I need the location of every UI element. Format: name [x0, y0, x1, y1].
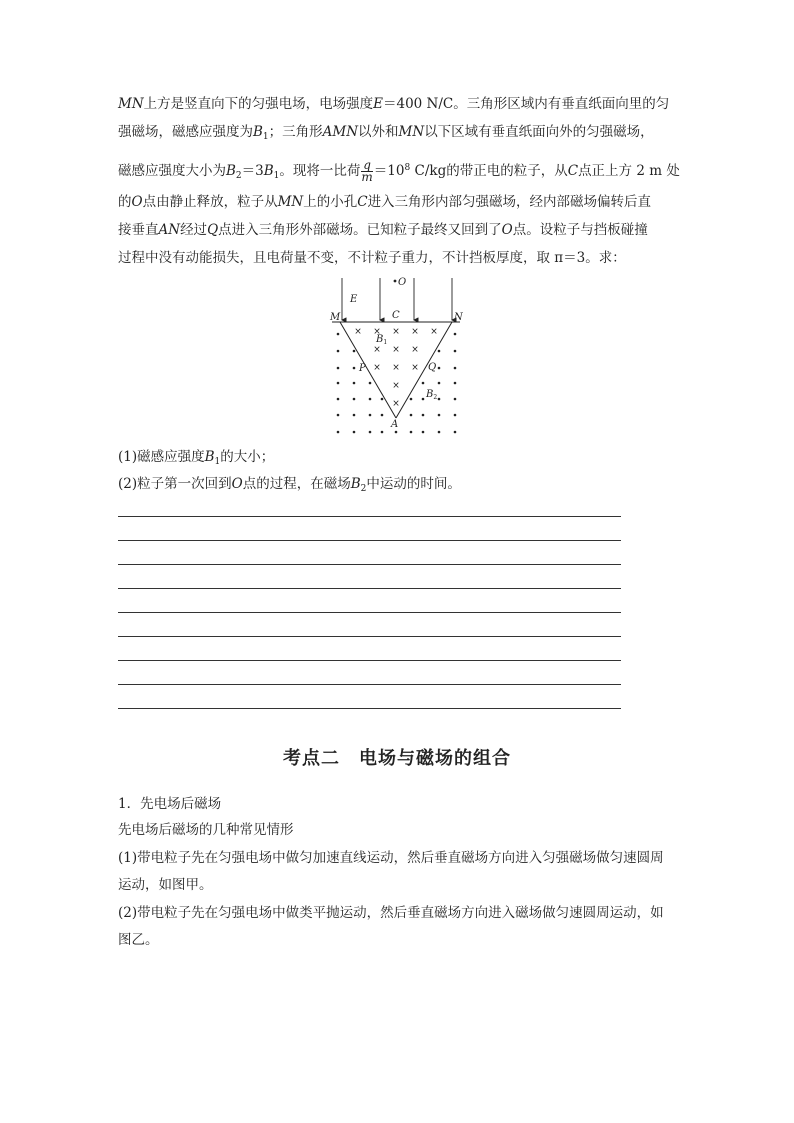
section-title: 考点二 电场与磁场的组合	[283, 748, 511, 769]
problem-line-6: 过程中没有动能损失，且电荷量不变，不计粒子重力，不计挡板厚度，取 π＝3。求：	[118, 250, 626, 266]
label-e: E	[350, 294, 358, 305]
point-o-marker	[394, 280, 397, 283]
label-m: M	[330, 312, 341, 323]
problem-line-5: 接垂直AN经过Q点进入三角形外部磁场。已知粒子最终又回到了O点。设粒子与挡板碰撞	[118, 222, 648, 238]
answer-line-8[interactable]	[118, 684, 621, 685]
answer-line-4[interactable]	[118, 588, 621, 589]
svg-text:×: ×	[392, 345, 400, 355]
problem-line-4: 的O点由静止释放，粒子从MN上的小孔C进入三角形内部匀强磁场，经内部磁场偏转后直	[118, 194, 652, 210]
problem-line-1: MN上方是竖直向下的匀强电场，电场强度E＝400 N/C。三角形区域内有垂直纸面向里的匀	[118, 96, 670, 112]
svg-text:×: ×	[392, 327, 400, 337]
question-1: (1)磁感应强度$B_1$的大小；	[118, 449, 275, 467]
label-b1: $B_1$	[376, 334, 388, 346]
question-2: (2)粒子第一次回到O点的过程，在磁场$B_2$中运动的时间。	[118, 476, 461, 494]
answer-line-5[interactable]	[118, 612, 621, 613]
problem-line-2: 强磁场，磁感应强度为$B_1$；三角形AMN以外和MN以下区域有垂直纸面向外的匀强磁场，	[118, 124, 654, 142]
section-para-1b: 运动，如图甲。	[118, 877, 213, 893]
section-item-1: 1．先电场后磁场	[118, 796, 222, 812]
svg-text:×: ×	[392, 363, 400, 373]
label-p: P	[359, 363, 366, 374]
label-c: C	[392, 310, 400, 321]
answer-line-9[interactable]	[118, 708, 621, 709]
answer-line-1[interactable]	[118, 516, 621, 517]
svg-text:×: ×	[373, 363, 381, 373]
svg-text:×: ×	[392, 399, 400, 409]
svg-text:×: ×	[430, 327, 438, 337]
svg-text:×: ×	[411, 345, 419, 355]
svg-text:×: ×	[392, 381, 400, 391]
label-n: N	[454, 312, 463, 323]
label-b2: $B_2$	[426, 389, 438, 401]
section-para-2b: 图乙。	[118, 932, 159, 948]
svg-text:×: ×	[354, 327, 362, 337]
section-para-1a: (1)带电粒子先在匀强电场中做匀加速直线运动，然后垂直磁场方向进入匀强磁场做匀速圆周	[118, 850, 664, 866]
answer-line-6[interactable]	[118, 636, 621, 637]
svg-text:×: ×	[411, 363, 419, 373]
problem-line-3: 磁感应强度大小为$B_2=3B_1$。现将一比荷 $\frac{q}{m}$ $=10^8$ C/kg的带正电的粒子，从C点正上方 2 m 处	[118, 158, 680, 184]
answer-line-2[interactable]	[118, 540, 621, 541]
section-para-2a: (2)带电粒子先在匀强电场中做类平抛运动，然后垂直磁场方向进入磁场做匀速圆周运动，如	[118, 905, 664, 921]
label-o: O	[398, 277, 407, 288]
svg-text:×: ×	[373, 345, 381, 355]
answer-line-3[interactable]	[118, 564, 621, 565]
svg-text:×: ×	[373, 327, 381, 337]
section-subtitle: 先电场后磁场的几种常见情形	[118, 822, 294, 838]
answer-line-7[interactable]	[118, 660, 621, 661]
field-diagram	[318, 272, 478, 442]
label-a: A	[391, 419, 399, 430]
charge-mass-ratio: $\frac{q}{m}$	[361, 158, 373, 184]
label-q: Q	[428, 362, 437, 373]
svg-text:×: ×	[411, 327, 419, 337]
